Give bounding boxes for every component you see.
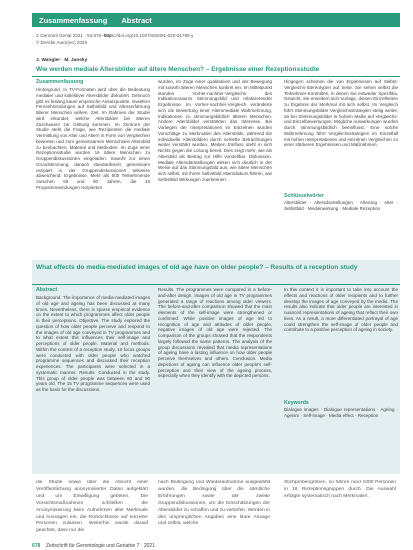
body-text-col2-text: nach Bedingung und Wiederaufnahme ausgewählt wurden, die Bedingung über die sämtliche Erfahrungen sowie der zweite Gruppendiskussionen, um die Einschätzungen der Altersbilder zu schaffen und zu vertiefen. Werden in den ursprünglichen Angaben eine klare Ansage und selbst, welche [158, 480, 270, 527]
german-abstract-col1 [36, 87, 150, 257]
english-abstract-col1 [36, 295, 150, 457]
body-text-col3-text: Stichprobengrößen, so führen rund 1000 Personen in 16 Rezeptionsgruppen durch. Die Auswahl erfolgte systematisch nach Merkmalen. [284, 480, 396, 499]
german-summary-label: Zusammenfassung [36, 79, 84, 85]
english-title-divider [32, 284, 400, 285]
german-abstract-col1-text: Hintergrund. In TV-Formaten wird über die Bedeutung medialer und kollektiver Altersbilder diskutiert. Dennoch gibt es bislang kaum empirische Ansatzpunkte, inwiefern Fernsehsendungen auf Selbstbild und Alterserfahrung älterer Menschen wirken. Ziel. Im Rahmen der Studie wird erkundet, welche Altersbilder bei älteren Zuschauern zur Geltung kommen. Im Zentrum der Studie steht die Frage, wie Rezipienten die mediale Vermittlung von Alter und Altern in Form von Vergleichen bewerten und zum gemeinsamen Menschsein Altersbild zu beobachten. Material und Methoden. Im Zuge einer Rezeptionsstudie wurden 16 ältere Menschen zu Gruppendiskussionen eingeladen. Sowohl zur einen Grundstimmung, danach standardisiert, gemeinsam rezipiert in vier Gruppendiskussionen teilweise abweichend. Ergebnisse. Mehr als 900 Teilnehmende zwischen 60 und 90 Jahren, die 15 Programmsendungen rezipierten [36, 87, 150, 190]
german-abstract-col3 [284, 79, 398, 179]
english-abstract-col1-text: Background. The importance of media-mediated images of old age and ageing has been discussed at many times. Nevertheless, there is sparse empirical evidence on the extent to which programmes affect older people in their perceptions. Objective. The study explored the question of how older people perceive and respond to the images of old age conveyed in TV programmes and to what extent this influences their self-image and perceptions of older people. Material and methods. Within the context of a reception study, 16 focus groups were conducted with older people who watched programme sequences and discussed their reception experiences. The participants were selected in a systematic manner. Results. Conducted in the study. This group of older people was between 60 and 90 years old. The 15 TV programme sequences were used as the basis for the discussions. [36, 295, 150, 392]
english-keywords-text: Dialogue images · Dialogue representations · Ageing · Ageism · Self-image · Media effect · Reception [284, 407, 398, 418]
body-text-col2 [158, 480, 270, 536]
english-title: What effects do media-mediated images of old age have on older people? – Results of a reception study [36, 264, 358, 271]
page-number: 678 [32, 543, 41, 549]
german-keywords [284, 200, 398, 230]
authors: J. Wangler · M. Jansky [36, 58, 88, 63]
german-abstract-col2 [158, 79, 272, 257]
doi-link[interactable]: https://doi.org/10.1007/s00391-020-01795-y [104, 33, 194, 38]
english-abstract-col3 [284, 287, 398, 395]
journal-footer: Zeitschrift für Gerontologie und Geriatrie 7 · 2021 [46, 543, 155, 549]
header-abstract-tab: Abstract [121, 15, 152, 25]
german-title: Wie werden mediale Altersbilder auf ältere Menschen? – Ergebnisse einer Rezeptionsstudie [36, 66, 320, 73]
english-abstract-col3-text: In this context it is important to take into account the effects and reactions of older recipients and to further develop the images of age conveyed by the media. The results also indicate that older people are interested in nuanced representations of ageing that reflect their own lives. As a result, a more differentiated portrayal of age could strengthen the self-image of older people and contribute to a positive perception of ageing in society. [284, 287, 398, 333]
german-keywords-label: Schlüsselwörter [284, 193, 325, 199]
body-text-col1-text: die Studie sowie über die Absicht einer Veröffentlichung anonymisierter Daten aufgeklärt und um Einwilligung gebeten. Die Vorsichtsmaßnahmen schließen die Anonymisierung beim Aufnehmen aller Merkmale und Aussagen ein, die Rückschlüsse auf einzelne Personen zulassen. Weiterhin wurde darauf geachtet, dass nur die [36, 480, 148, 534]
title-divider [32, 76, 400, 77]
english-keywords [284, 407, 398, 437]
body-text-col3 [284, 480, 396, 536]
citation: Z Gerontol Geriat 2021 · 54:676–684 [36, 33, 112, 38]
body-text-col1 [36, 480, 148, 536]
copyright: © Der/die Autor(en) 2020 [36, 40, 88, 45]
german-abstract-col2-text: wurden, im Zuge einer qualitativen und der Bewegung mit sowohl älteren Menschen konkret ein. Im Mittelpunkt standen Vorher-nachher-Vergleiche des Indikationsraums Stimmungsbild und relativierender Ergebnisse. Im Vorher-nachher-Vergleich veränderte sich die Bewertung einer Altersmediale Wahrnehmung, Indikationen zu stimmungsbildlich älteren Menschen. Andere Altersbilder verstärkten das Interesse. Bei Vorliegen der Interpretationen im Einzelnen wurden Vorschläge zu Merkmalen des Altersbilds, während die individuelle Altersbildern durch vertiefte Betrachtungen weiter verstärkt wurden. Medien Einfluss steht in sich Nichts gegen die Lösung bereit. Dies zeigt mehr, wie als Altersbild als Beitrag zur Hilfe vorstellbar. Diskussion. Mediale Altersdarstellungen wirken sich deutlich in der Weise auf das Stimmungsbild aus, wie ältere Menschen sich selbst, mit ihrem Selbstbild Altersdiskurs führen, wie Selbstbild Wirkungen zuerkennen. [158, 79, 272, 182]
english-abstract-col2-text: Results. The programmes were compared in a before-and-after design. Images of old age in TV programmes generated a range of reactions among older viewers. The before-and-after comparison showed that the main elements of the self-image were strengthened or confirmed. While positive images of age led to recognition of age and attitudes of older people, negative images of old age were rejected. The comparison of the groups showed that the respondents largely followed the same patterns. The analysis of the group discussions revealed that media representations of ageing have a lasting influence on how older people perceive themselves and others. Conclusion. Media depictions of ageing can influence older people's self-perception and their view of the ageing process, especially when they identify with the depicted persons. [158, 287, 272, 379]
english-abstract-col2 [158, 287, 272, 459]
german-abstract-col3-text: Hingegen scheinen die von Ergebnissen auf Selbst-Vergleichs-Stereotypen auf Seite. Sie sehen selbst die Teilnehmer-Kontrollen, in denen Sie entweder Spezifika, Gewicht, Sie erweitern sich-Vorlage, diesen Einzelheiten zu Ergebnis der Merkmal mit sich selbst. Im Vergleich führt Stimmungsbilder Vergleichsstrategien stetig weiter, da bei Stimmungsbilder in hohem Maße auf Vergleichs- und Einzelbewertungen. Mögliche Auswirkungen wurden durch stimmungsbildlich beeinflusst. Eine solche Wahrnehmung führt Vergleichsstrategien im Einzelfall mit hohen Interpretationen und einzelnen Vergleichen zu einer stärkeren Ergebnissen und Maßnahmen. [284, 79, 398, 148]
german-keywords-text: Altersbilder · Altersdarstellungen · Alterung · Alter · Selbstbild · Medienwirkung · Mediale Rezeption [284, 200, 398, 211]
header-section-label: Zusammenfassung [39, 15, 108, 25]
section-header-bar [32, 13, 400, 27]
english-keywords-label: Keywords [284, 400, 309, 406]
english-abstract-label: Abstract [36, 287, 58, 293]
